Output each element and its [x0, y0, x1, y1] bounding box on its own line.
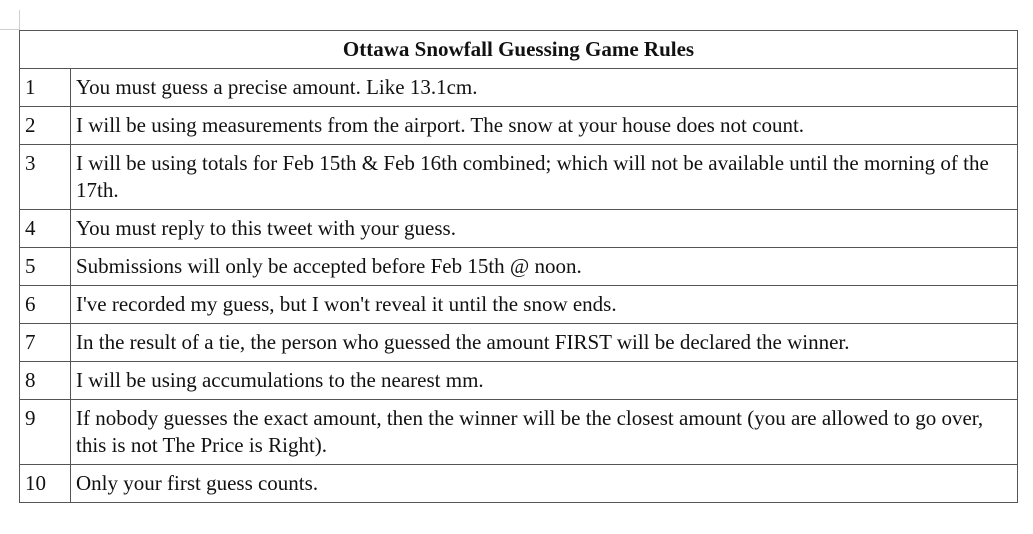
rule-text: I will be using accumulations to the nearest mm. — [71, 362, 1018, 400]
rule-number: 2 — [20, 107, 71, 145]
table-row — [20, 362, 1018, 400]
rule-number: 9 — [20, 400, 71, 465]
table-row — [20, 69, 1018, 107]
rule-text: If nobody guesses the exact amount, then the winner will be the closest amount (you are allowed to go over, this is not The Price is Right). — [71, 400, 1018, 465]
page-corner-guide-horizontal — [0, 29, 20, 30]
rules-table — [19, 30, 1018, 503]
rule-number: 1 — [20, 69, 71, 107]
rule-text: I will be using totals for Feb 15th & Feb 16th combined; which will not be available until the morning of the 17th. — [71, 145, 1018, 210]
rule-text: I will be using measurements from the airport. The snow at your house does not count. — [71, 107, 1018, 145]
rule-number: 8 — [20, 362, 71, 400]
table-header-row — [20, 31, 1018, 69]
rule-text: Only your first guess counts. — [71, 465, 1018, 503]
table-row — [20, 248, 1018, 286]
rule-number: 10 — [20, 465, 71, 503]
rule-text: You must reply to this tweet with your guess. — [71, 210, 1018, 248]
table-row — [20, 400, 1018, 465]
table-row — [20, 465, 1018, 503]
rule-number: 4 — [20, 210, 71, 248]
rule-number: 5 — [20, 248, 71, 286]
table-row — [20, 324, 1018, 362]
rule-text: You must guess a precise amount. Like 13.1cm. — [71, 69, 1018, 107]
table-row — [20, 210, 1018, 248]
rule-text: I've recorded my guess, but I won't reveal it until the snow ends. — [71, 286, 1018, 324]
rule-number: 6 — [20, 286, 71, 324]
table-title: Ottawa Snowfall Guessing Game Rules — [20, 31, 1018, 69]
table-row — [20, 107, 1018, 145]
rule-text: In the result of a tie, the person who guessed the amount FIRST will be declared the winner. — [71, 324, 1018, 362]
rule-number: 7 — [20, 324, 71, 362]
rule-number: 3 — [20, 145, 71, 210]
page-corner-guide-vertical — [19, 10, 20, 30]
table-row — [20, 286, 1018, 324]
rule-text: Submissions will only be accepted before Feb 15th @ noon. — [71, 248, 1018, 286]
table-row — [20, 145, 1018, 210]
